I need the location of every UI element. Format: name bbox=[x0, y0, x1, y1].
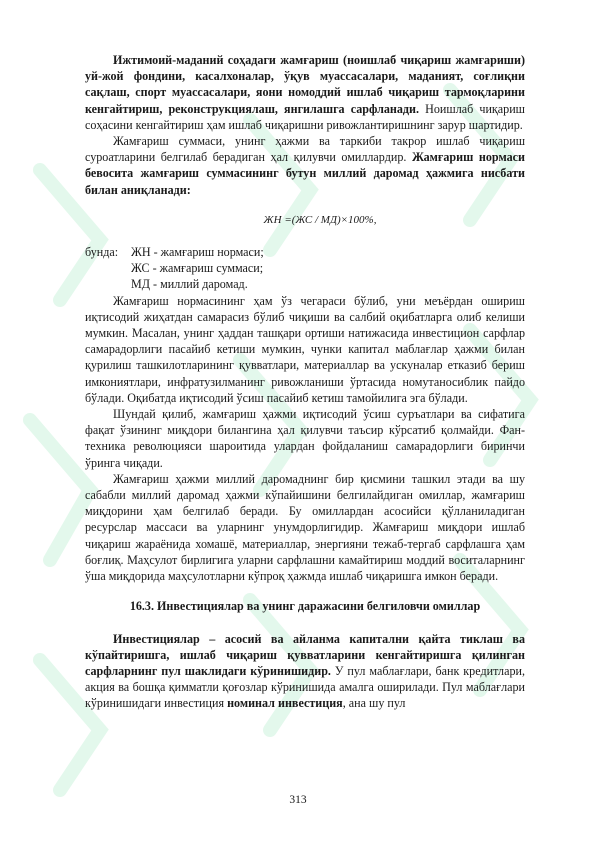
definition-item: ЖН - жамғариш нормаси; bbox=[131, 245, 264, 260]
paragraph-1 bbox=[85, 52, 525, 133]
paragraph-6-text: У пул маблағлари, банк кредитлари, акция ва бошқа қимматли қоғозлар кўринишида амалга оширилади. Пул маблағлари кўринишидаги инвестиция bbox=[85, 663, 525, 711]
page-number: 313 bbox=[289, 794, 307, 806]
paragraph-6-bold: Инвестициялар – асосий ва айланма капитални қайта тиклаш ва кўпайтиришга, ишлаб чиқариш қувватларини кенгайтиришга қилинган сарфларнинг пул шаклидаги кўринишидир. bbox=[85, 631, 525, 678]
paragraph-6 bbox=[85, 631, 525, 712]
paragraph-3: Жамғариш нормасининг ҳам ўз чегараси бўлиб, уни меъёрдан ошириш иқтисодий жиҳатдан самарасиз бўлиб чиқиши ва салбий оқибатларга олиб келиши мумкин. Масалан, унинг ҳаддан ташқари ортиши натижасида инвестицион сарфлар самарадорлиги пасайиб кетиши мумкин, чунки капитал маблағлар ҳажми билан қурилиш ташкилотларининг қувватлари, материаллар ва ускуналар етказиб бериш имкониятлари, инфратузилманинг ривожланиши ўртасида номутаносиблик пайдо бўлади. Оқибатда иқтисодий ўсиш пасайиб кетиш тамойилига эга бўлади. bbox=[85, 293, 525, 405]
paragraph-1-bold: Ижтимоий-маданий соҳадаги жамғариш (ноишлаб чиқариш жамғариши) уй-жой фондини, касалхоналар, ўқув муассасалари, маданият, соғлиқни сақлаш, спорт муассасалари, яони номоддий ишлаб чиқариш тармоқларини кенгайтириш, реконструкциялаш, янгилашга сарфланади. bbox=[85, 53, 525, 116]
paragraph-4: Шундай қилиб, жамғариш ҳажми иқтисодий ўсиш суръатлари ва сифатига фақат ўзининг миқдори билангина ҳал қилувчи таъсир кўрсатиб қолмайди. Фан-техника революцияси шароитида улардан фойдаланиш самарадорлиги биринчи ўринга чиқади. bbox=[85, 407, 525, 470]
document-body bbox=[85, 52, 525, 712]
paragraph-2-bold: Жамғариш нормаси бевосита жамғариш суммасининг бутун миллий даромад ҳажмига нисбати билан аниқланади: bbox=[85, 150, 525, 197]
paragraph-6-bold-term: номинал инвестиция bbox=[227, 696, 343, 711]
paragraph-2 bbox=[85, 133, 525, 198]
paragraph-5: Жамғариш ҳажми миллий даромаднинг бир қисмини ташкил этади ва шу сабабли миллий даромад ҳажми кўпайишини белгилайдиган омиллар, жамғариш миқдорини ҳам белгилаб беради. Бу омиллардан асосийси қўлланиладиган ресурслар массаси ва уларнинг унумдорлигидир. Жамғариш миқдори ишлаб чиқариш жараёнида хомашё, материаллар, энергияни тежаб-тергаб сарфлашга ҳам боғлиқ. Маҳсулот бирлигига уларни сарфлашни камайтириш моддий воситаларнинг ўша миқдорида маҳсулотларни кўпроқ ҳажмда ишлаб чиқаришга имкон беради. bbox=[85, 471, 525, 584]
paragraph-2-text: Жамғариш суммаси, унинг ҳажми ва таркиби такрор ишлаб чиқариш суроатларини белгилаб берадиган ҳал қилувчи омиллардир. bbox=[85, 134, 525, 165]
paragraph-1-text: Ноишлаб чиқариш соҳасини кенгайтириш ҳам ишлаб чиқаришни ривожлантиришнинг зарур шартидир. bbox=[85, 101, 525, 132]
paragraph-6-tail: , ана шу пул bbox=[342, 696, 406, 711]
section-heading: 16.3. Инвестициялар ва унинг даражасини белгиловчи омиллар bbox=[129, 599, 481, 614]
definitions bbox=[85, 244, 525, 293]
definition-item: МД - миллий даромад. bbox=[131, 277, 248, 292]
definition-item: ЖС - жамғариш суммаси; bbox=[131, 261, 264, 276]
definitions-lead: бунда: bbox=[85, 245, 119, 260]
formula: ЖН =(ЖС / МД)×100%, bbox=[263, 213, 377, 226]
